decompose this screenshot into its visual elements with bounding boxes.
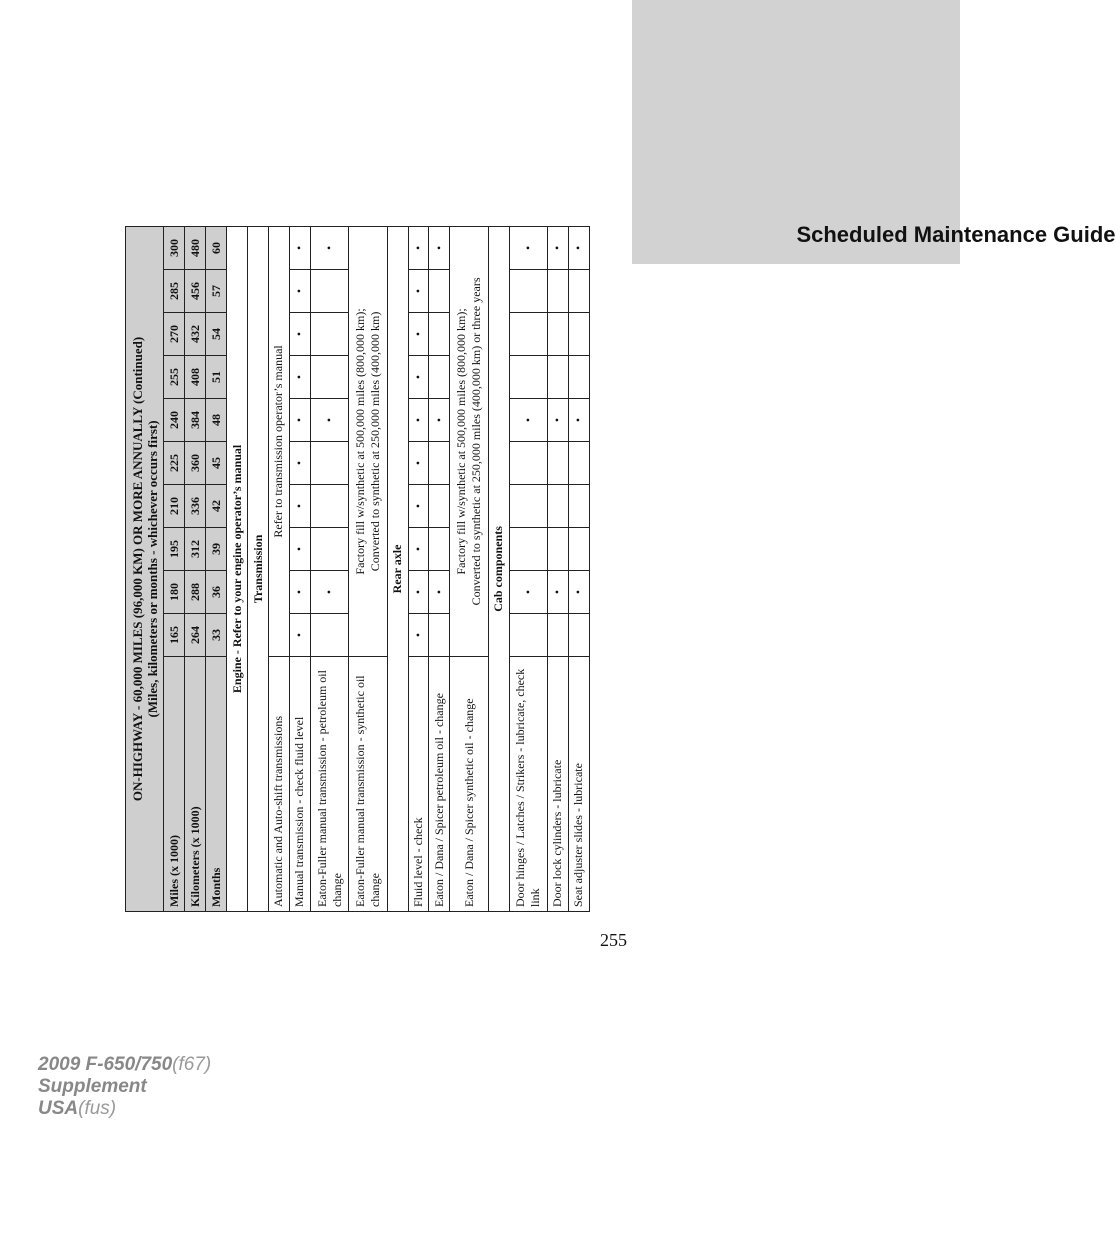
interval-cell: 165 [164,614,185,657]
auto-transmission-note: Refer to transmission operator’s manual [268,226,289,656]
footer-model: 2009 F-650/750 [38,1054,173,1075]
maintenance-table-rotated [125,227,590,912]
interval-cell: 180 [164,571,185,614]
service-mark-cell [548,270,569,313]
door-locks-label: Door lock cylinders - lubricate [548,657,569,912]
service-mark-cell [310,313,348,356]
service-mark-cell [568,528,589,571]
service-mark-cell [310,356,348,399]
interval-cell: 432 [185,313,206,356]
service-mark-cell [568,270,589,313]
service-mark-cell [310,528,348,571]
interval-cell: 60 [206,226,227,269]
interval-cell: 264 [185,614,206,657]
section-header [632,206,1116,264]
cab-heading-row [488,226,509,911]
transmission-heading-row [248,226,269,911]
service-mark-cell [548,442,569,485]
service-mark-cell: • [408,571,429,614]
service-mark-cell [509,442,547,485]
service-mark-cell: • [429,399,450,442]
table-row [408,226,429,911]
service-mark-cell: • [310,226,348,269]
interval-cell: 36 [206,571,227,614]
service-mark-cell: • [509,226,547,269]
table-row [429,226,450,911]
service-mark-cell: • [408,399,429,442]
service-mark-cell: • [289,270,310,313]
interval-cell: 225 [164,442,185,485]
interval-cell: 336 [185,485,206,528]
service-mark-cell [429,614,450,657]
table-title: ON-HIGHWAY - 60,000 MILES (96,000 KM) OR MORE ANNUALLY (Continued) [129,336,145,802]
service-mark-cell [548,614,569,657]
rear-axle-heading-row [387,226,408,911]
axle-synthetic-note-line-1: Factory fill w/synthetic at 500,000 miles (800,000 km); [454,308,469,575]
service-mark-cell: • [310,399,348,442]
service-mark-cell [310,442,348,485]
axle-synthetic-label: Eaton / Dana / Spicer synthetic oil - change [450,657,488,912]
service-mark-cell [429,442,450,485]
service-mark-cell: • [289,399,310,442]
interval-cell: 456 [185,270,206,313]
service-mark-cell: • [509,571,547,614]
table-title-row [126,226,164,911]
service-mark-cell [568,485,589,528]
interval-cell: 285 [164,270,185,313]
axle-synthetic-note-line-2: Converted to synthetic at 250,000 miles (400,000 km) or three years [469,277,484,606]
table-row [548,226,569,911]
footer-region-code: (fus) [78,1098,117,1119]
interval-cell: 255 [164,356,185,399]
eaton-synthetic-note-line-1: Factory fill w/synthetic at 500,000 miles (800,000 km); [352,308,367,575]
service-mark-cell: • [289,614,310,657]
footer [38,1054,211,1120]
service-mark-cell: • [289,313,310,356]
service-mark-cell [429,313,450,356]
table-row [349,226,387,911]
eaton-synthetic-note-line-2: Converted to synthetic at 250,000 miles (400,000 km) [367,311,382,572]
header-bar [632,0,960,206]
table-row [268,226,289,911]
service-mark-cell [548,528,569,571]
service-mark-cell: • [548,226,569,269]
service-mark-cell [568,442,589,485]
transmission-heading: Transmission [248,226,269,911]
service-mark-cell [509,528,547,571]
service-mark-cell [429,485,450,528]
engine-note-row [227,226,248,911]
interval-cell: 57 [206,270,227,313]
service-mark-cell: • [289,571,310,614]
service-mark-cell: • [408,313,429,356]
service-mark-cell: • [408,442,429,485]
service-mark-cell: • [568,399,589,442]
service-mark-cell: • [289,528,310,571]
service-mark-cell [429,528,450,571]
service-mark-cell: • [289,226,310,269]
axle-petroleum-label: Eaton / Dana / Spicer petroleum oil - change [429,657,450,912]
eaton-synthetic-label: Eaton-Fuller manual transmission - synthetic oil change [349,657,387,912]
service-mark-cell [310,270,348,313]
service-mark-cell [509,270,547,313]
service-mark-cell: • [408,270,429,313]
service-mark-cell [429,270,450,313]
interval-cell: 195 [164,528,185,571]
eaton-petroleum-label: Eaton-Fuller manual transmission - petroleum oil change [310,657,348,912]
axle-synthetic-note [450,226,488,656]
service-mark-cell: • [429,571,450,614]
service-mark-cell [429,356,450,399]
interval-cell: 312 [185,528,206,571]
table-row [568,226,589,911]
rear-axle-heading: Rear axle [387,226,408,911]
footer-region: USA [38,1098,79,1119]
service-mark-cell [509,485,547,528]
months-label: Months [206,657,227,912]
miles-row [164,226,185,911]
km-row [185,226,206,911]
service-mark-cell [548,356,569,399]
interval-cell: 48 [206,399,227,442]
interval-cell: 288 [185,571,206,614]
service-mark-cell: • [408,226,429,269]
service-mark-cell: • [289,485,310,528]
service-mark-cell [509,356,547,399]
manual-transmission-label: Manual transmission - check fluid level [289,657,310,912]
interval-cell: 42 [206,485,227,528]
interval-cell: 300 [164,226,185,269]
service-mark-cell: • [289,442,310,485]
service-mark-cell: • [289,356,310,399]
interval-cell: 240 [164,399,185,442]
service-mark-cell [509,313,547,356]
service-mark-cell: • [408,528,429,571]
interval-cell: 408 [185,356,206,399]
interval-cell: 480 [185,226,206,269]
interval-cell: 39 [206,528,227,571]
table-subtitle: (Miles, kilometers or months - whichever occurs first) [144,420,160,718]
service-mark-cell [548,485,569,528]
service-mark-cell: • [429,226,450,269]
service-mark-cell: • [408,614,429,657]
service-mark-cell: • [548,399,569,442]
table-row [509,226,547,911]
service-mark-cell: • [548,571,569,614]
axle-fluid-label: Fluid level - check [408,657,429,912]
interval-cell: 51 [206,356,227,399]
interval-cell: 210 [164,485,185,528]
table-row [289,226,310,911]
auto-transmission-label: Automatic and Auto-shift transmissions [268,657,289,912]
service-mark-cell: • [310,571,348,614]
table-row [310,226,348,911]
maintenance-table [125,226,590,912]
months-row [206,226,227,911]
section-title: Scheduled Maintenance Guide [796,222,1116,247]
interval-cell: 360 [185,442,206,485]
interval-cell: 270 [164,313,185,356]
seat-slides-label: Seat adjuster slides - lubricate [568,657,589,912]
interval-cell: 33 [206,614,227,657]
page-number: 255 [600,930,627,950]
footer-supplement: Supplement [38,1076,147,1097]
service-mark-cell [548,313,569,356]
service-mark-cell [310,485,348,528]
service-mark-cell: • [408,356,429,399]
service-mark-cell [568,313,589,356]
service-mark-cell [568,356,589,399]
service-mark-cell: • [568,571,589,614]
km-label: Kilometers (x 1000) [185,657,206,912]
service-mark-cell: • [408,485,429,528]
footer-model-code: (f67) [172,1054,212,1075]
service-mark-cell: • [509,399,547,442]
service-mark-cell: • [568,226,589,269]
service-mark-cell [509,614,547,657]
miles-label: Miles (x 1000) [164,657,185,912]
interval-cell: 45 [206,442,227,485]
engine-note: Engine - Refer to your engine operator’s manual [227,226,248,911]
interval-cell: 54 [206,313,227,356]
interval-cell: 384 [185,399,206,442]
cab-heading: Cab components [488,226,509,911]
door-hinges-label: Door hinges / Latches / Strikers - lubricate, check link [509,657,547,912]
eaton-synthetic-note [349,226,387,656]
service-mark-cell [310,614,348,657]
table-row [450,226,488,911]
service-mark-cell [568,614,589,657]
